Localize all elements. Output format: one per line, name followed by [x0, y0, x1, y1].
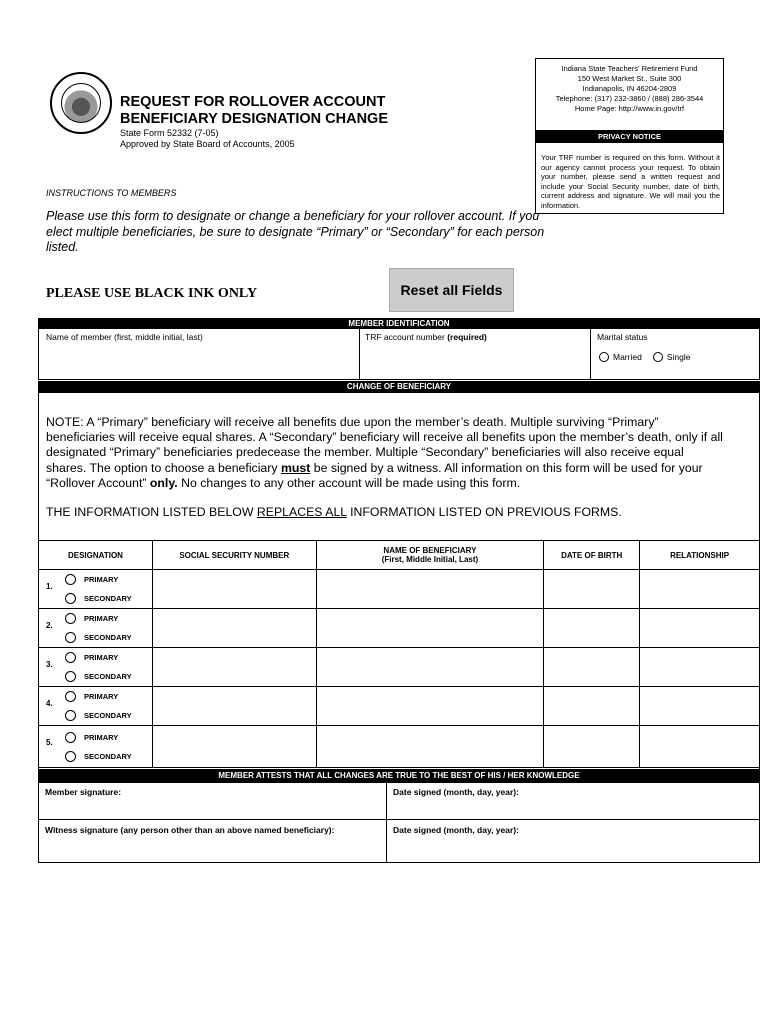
- secondary-option: [39, 628, 152, 647]
- beneficiary-table-header: [39, 541, 760, 570]
- table-row: [39, 609, 760, 648]
- designation-cell: [39, 687, 153, 726]
- note-part-2: be signed by a witness. All information on this form will be used for your “Rollover Account”: [46, 460, 703, 490]
- replaces-notice: [46, 505, 622, 519]
- secondary-radio[interactable]: [65, 751, 76, 762]
- witness-signature-field[interactable]: [38, 819, 387, 863]
- secondary-radio[interactable]: [65, 593, 76, 604]
- agency-privacy-box: [535, 58, 724, 214]
- relationship-field[interactable]: [640, 687, 760, 726]
- agency-address-1: 150 West Market St., Suite 300: [577, 74, 682, 83]
- dob-field[interactable]: [544, 687, 640, 726]
- state-seal-logo: [50, 72, 112, 134]
- relationship-field[interactable]: [640, 726, 760, 768]
- form-number: State Form 52332 (7-05): [120, 128, 219, 138]
- ssn-field[interactable]: [152, 726, 316, 768]
- form-meta: [120, 128, 295, 150]
- designation-cell: [39, 726, 153, 768]
- trf-required-text: (required): [447, 332, 487, 342]
- change-of-beneficiary-header: CHANGE OF BENEFICIARY: [38, 381, 760, 393]
- table-row: [39, 570, 760, 609]
- primary-radio[interactable]: [65, 732, 76, 743]
- beneficiary-name-field[interactable]: [316, 570, 544, 609]
- agency-address-2: Indianapolis, IN 46204-2809: [582, 84, 677, 93]
- witness-date-signed-label: Date signed (month, day, year):: [393, 825, 519, 835]
- agency-home-page: Home Page: http://www.in.gov/trf: [574, 104, 685, 113]
- marital-options: [599, 352, 690, 362]
- secondary-label: SECONDARY: [84, 711, 132, 720]
- single-radio[interactable]: [653, 352, 663, 362]
- secondary-radio[interactable]: [65, 710, 76, 721]
- table-row: [39, 726, 760, 768]
- primary-label: PRIMARY: [84, 575, 119, 584]
- note-must: must: [280, 460, 311, 475]
- primary-option: [39, 609, 152, 628]
- designation-header: DESIGNATION: [39, 541, 153, 570]
- primary-option: [39, 570, 152, 589]
- beneficiary-name-field[interactable]: [316, 726, 544, 768]
- primary-radio[interactable]: [65, 652, 76, 663]
- note-part-3: No changes to any other account will be made using this form.: [177, 475, 521, 490]
- trf-label-text: TRF account number: [365, 332, 445, 342]
- marital-status-label: Marital status: [597, 332, 648, 342]
- row-number: 4.: [46, 699, 53, 708]
- beneficiary-name-field[interactable]: [316, 687, 544, 726]
- designation-cell: [39, 648, 153, 687]
- primary-label: PRIMARY: [84, 614, 119, 623]
- primary-option: [39, 728, 152, 747]
- secondary-option: [39, 747, 152, 766]
- member-signature-label: Member signature:: [45, 787, 122, 797]
- designation-cell: [39, 570, 153, 609]
- table-row: [39, 687, 760, 726]
- primary-radio[interactable]: [65, 691, 76, 702]
- dob-field[interactable]: [544, 609, 640, 648]
- witness-signature-label: Witness signature (any person other than an above named beneficiary):: [45, 825, 335, 835]
- primary-radio[interactable]: [65, 574, 76, 585]
- secondary-label: SECONDARY: [84, 594, 132, 603]
- relationship-field[interactable]: [640, 609, 760, 648]
- form-title: [120, 94, 388, 128]
- beneficiary-name-field[interactable]: [316, 648, 544, 687]
- primary-radio[interactable]: [65, 613, 76, 624]
- beneficiary-name-field[interactable]: [316, 609, 544, 648]
- member-name-label: Name of member (first, middle initial, last): [46, 332, 203, 342]
- note-part-1: NOTE: A “Primary” beneficiary will receive all benefits due upon the member’s death. Multiple surviving “Primary” beneficiaries will receive equal shares. A “Secondary” beneficiary will receive all benefits upon the member’s death, only if all designated “Primary” beneficiaries predecease the member. Multiple “Secondary” beneficiaries will also receive equal shares. The option to choose a beneficiary: [46, 415, 723, 475]
- replaces-part-1: THE INFORMATION LISTED BELOW: [46, 505, 257, 519]
- designation-cell: [39, 609, 153, 648]
- trf-account-label: [360, 329, 590, 342]
- row-number: 5.: [46, 738, 53, 747]
- member-name-field[interactable]: [38, 328, 360, 380]
- beneficiary-table: [38, 540, 760, 768]
- table-row: [39, 648, 760, 687]
- secondary-option: [39, 706, 152, 725]
- primary-label: PRIMARY: [84, 653, 119, 662]
- row-number: 2.: [46, 621, 53, 630]
- single-label: Single: [666, 352, 691, 362]
- witness-date-signed-field[interactable]: [386, 819, 760, 863]
- dob-field[interactable]: [544, 648, 640, 687]
- member-identification-header: MEMBER IDENTIFICATION: [38, 318, 760, 329]
- beneficiary-name-header-line-2: (First, Middle Initial, Last): [381, 555, 479, 564]
- ssn-field[interactable]: [152, 570, 316, 609]
- row-number: 1.: [46, 582, 53, 591]
- member-date-signed-label: Date signed (month, day, year):: [393, 787, 519, 797]
- privacy-notice-header: PRIVACY NOTICE: [536, 130, 723, 143]
- primary-option: [39, 648, 152, 667]
- beneficiary-name-header-line-1: NAME OF BENEFICIARY: [383, 546, 477, 555]
- instructions-header: INSTRUCTIONS TO MEMBERS: [46, 188, 177, 198]
- ssn-field[interactable]: [152, 648, 316, 687]
- relationship-field[interactable]: [640, 648, 760, 687]
- ssn-field[interactable]: [152, 687, 316, 726]
- agency-name: Indiana State Teachers' Retirement Fund: [561, 64, 698, 73]
- secondary-option: [39, 589, 152, 608]
- beneficiary-name-header: [316, 541, 544, 570]
- primary-label: PRIMARY: [84, 732, 119, 742]
- agency-phone: Telephone: (317) 232-3860 / (888) 286-3544: [555, 94, 704, 103]
- dob-field[interactable]: [544, 570, 640, 609]
- married-label: Married: [613, 352, 642, 362]
- relationship-header: RELATIONSHIP: [640, 541, 760, 570]
- replaces-part-2: INFORMATION LISTED ON PREVIOUS FORMS.: [346, 505, 622, 519]
- title-line-1: REQUEST FOR ROLLOVER ACCOUNT: [120, 94, 386, 110]
- attestation-header: MEMBER ATTESTS THAT ALL CHANGES ARE TRUE TO THE BEST OF HIS / HER KNOWLEDGE: [38, 769, 760, 783]
- title-line-2: BENEFICIARY DESIGNATION CHANGE: [120, 111, 389, 127]
- agency-address: [536, 59, 723, 114]
- row-number: 3.: [46, 660, 53, 669]
- secondary-label: SECONDARY: [84, 633, 132, 642]
- note-only: only.: [149, 475, 178, 490]
- ssn-header: SOCIAL SECURITY NUMBER: [152, 541, 316, 570]
- instructions-text: Please use this form to designate or change a beneficiary for your rollover account. If you elect multiple beneficiaries, be sure to designate “Primary” or “Secondary” for each person listed.: [46, 209, 545, 254]
- dob-header: DATE OF BIRTH: [544, 541, 640, 570]
- secondary-radio[interactable]: [65, 632, 76, 643]
- dob-field[interactable]: [544, 726, 640, 768]
- trf-account-number-field[interactable]: [359, 328, 591, 380]
- ssn-field[interactable]: [152, 609, 316, 648]
- privacy-notice-text: Your TRF number is required on this form. Without it our agency cannot process your request. To obtain your number, please send a written request and include your Social Security number, date of birth, current address and signature. We will mail you the information.: [541, 153, 720, 210]
- member-date-signed-field[interactable]: [386, 782, 760, 820]
- secondary-option: [39, 667, 152, 686]
- secondary-label: SECONDARY: [84, 751, 132, 761]
- marital-status-field: [590, 328, 760, 380]
- relationship-field[interactable]: [640, 570, 760, 609]
- secondary-radio[interactable]: [65, 671, 76, 682]
- form-approval: Approved by State Board of Accounts, 2005: [120, 139, 295, 149]
- secondary-label: SECONDARY: [84, 672, 132, 681]
- reset-all-fields-button[interactable]: Reset all Fields: [389, 268, 514, 312]
- beneficiary-note: [46, 415, 726, 491]
- primary-option: [39, 687, 152, 706]
- replaces-all: REPLACES ALL: [256, 505, 347, 519]
- married-radio[interactable]: [599, 352, 609, 362]
- member-signature-field[interactable]: [38, 782, 387, 820]
- ink-notice: PLEASE USE BLACK INK ONLY: [46, 286, 258, 301]
- primary-label: PRIMARY: [84, 692, 119, 701]
